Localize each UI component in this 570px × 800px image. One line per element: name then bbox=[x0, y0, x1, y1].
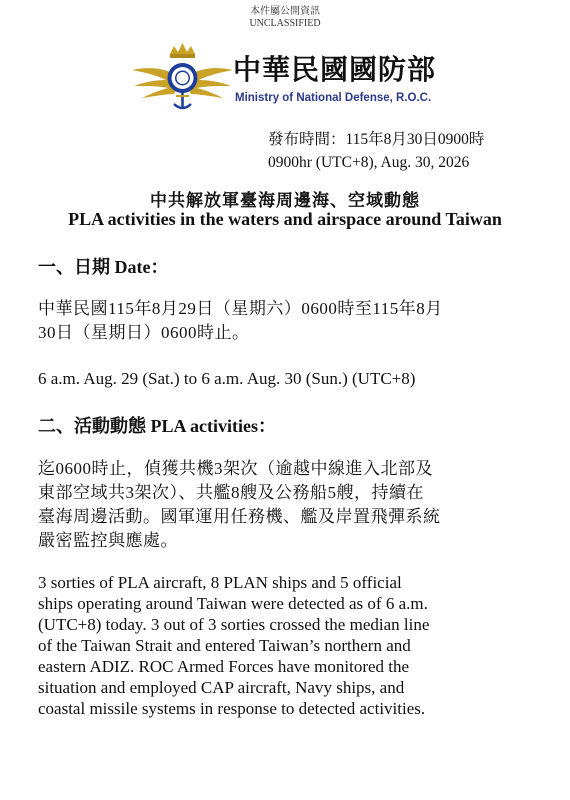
classification-en: UNCLASSIFIED bbox=[249, 18, 321, 29]
document-title-zh: 中共解放軍臺海周邊海、空域動態 bbox=[150, 191, 420, 211]
text-line: 3 sorties of PLA aircraft, 8 PLAN ships and 5 official bbox=[38, 573, 402, 592]
mnd-emblem-icon bbox=[130, 40, 235, 115]
text-line: 中華民國115年8月29日（星期六）0600時至115年8月 bbox=[38, 299, 443, 318]
activities-paragraph-en bbox=[38, 572, 533, 719]
activities-paragraph-zh bbox=[38, 457, 533, 553]
text-line: (UTC+8) today. 3 out of 3 sorties crossed the median line bbox=[38, 615, 430, 634]
text-line: 臺海周邊活動。國軍運用任務機、艦及岸置飛彈系統 bbox=[38, 507, 441, 526]
release-time-en: 0900hr (UTC+8), Aug. 30, 2026 bbox=[268, 154, 470, 171]
text-line: 東部空域共3架次）、共艦8艘及公務船5艘，持續在 bbox=[38, 483, 424, 502]
release-time bbox=[268, 128, 484, 174]
ministry-name-en: Ministry of National Defense, R.O.C. bbox=[235, 92, 432, 104]
classification-zh: 本件屬公開資訊 bbox=[250, 6, 320, 17]
section-heading-activities: 二、活動動態 PLA activities： bbox=[38, 416, 276, 436]
text-line: situation and employed CAP aircraft, Navy ships, and bbox=[38, 678, 405, 697]
text-line: 迄0600時止，偵獲共機3架次（逾越中線進入北部及 bbox=[38, 459, 433, 478]
text-line: eastern ADIZ. ROC Armed Forces have monitored the bbox=[38, 657, 410, 676]
date-paragraph-zh bbox=[38, 297, 533, 345]
release-time-zh: 發布時間：115年8月30日0900時 bbox=[268, 131, 485, 148]
text-line: of the Taiwan Strait and entered Taiwan’s northern and bbox=[38, 636, 411, 655]
text-line: ships operating around Taiwan were detected as of 6 a.m. bbox=[38, 594, 428, 613]
classification-marking bbox=[0, 6, 570, 30]
text-line: 30日（星期日）0600時止。 bbox=[38, 323, 250, 342]
text-line: coastal missile systems in response to detected activities. bbox=[38, 699, 426, 718]
document-title-en: PLA activities in the waters and airspace around Taiwan bbox=[68, 209, 502, 229]
ministry-name-zh: 中華民國國防部 bbox=[233, 53, 437, 86]
section-heading-date: 一、日期 Date： bbox=[38, 257, 169, 277]
text-line: 嚴密監控與應處。 bbox=[38, 531, 178, 550]
date-paragraph-en: 6 a.m. Aug. 29 (Sat.) to 6 a.m. Aug. 30 (Sun.) (UTC+8) bbox=[38, 369, 416, 388]
ministry-header bbox=[130, 40, 460, 115]
